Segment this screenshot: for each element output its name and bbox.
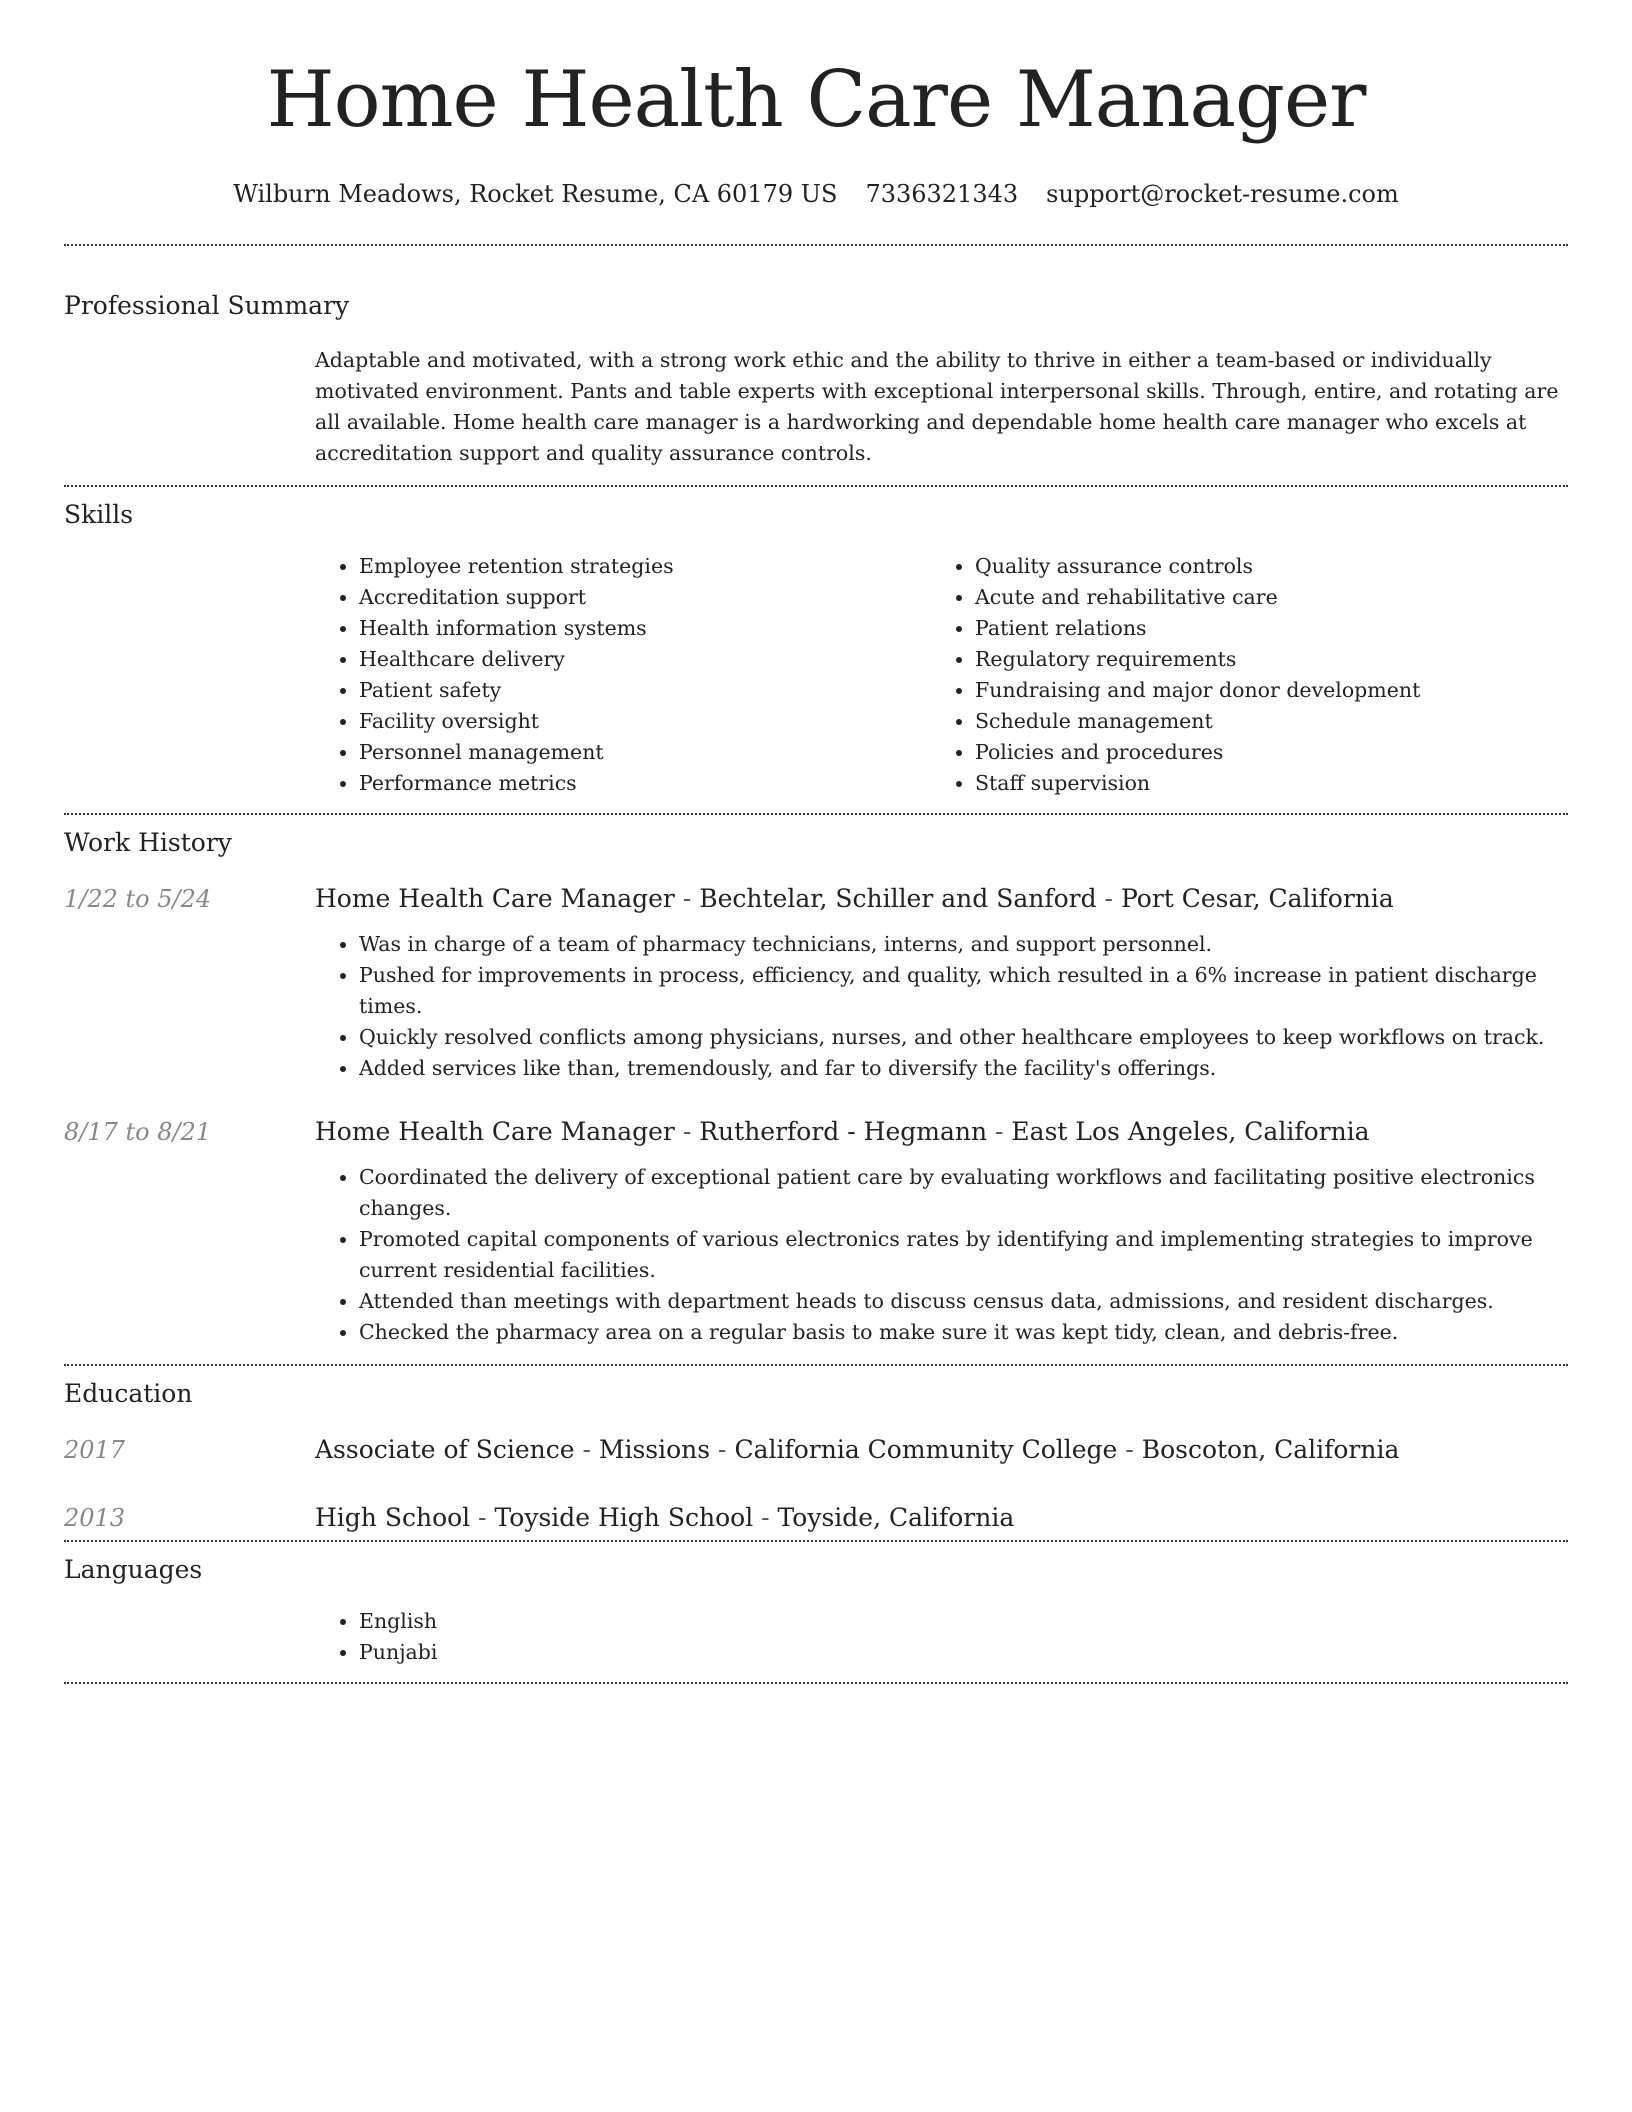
skills-column-left bbox=[315, 551, 931, 799]
skills-list-right bbox=[931, 551, 1547, 799]
languages-content bbox=[315, 1586, 1568, 1682]
skill-item: • Accreditation support bbox=[359, 582, 931, 613]
education-section bbox=[64, 1366, 1568, 1540]
skill-item: • Policies and procedures bbox=[975, 737, 1547, 768]
education-year: 2013 bbox=[64, 1504, 126, 1532]
skill-item: • Quality assurance controls bbox=[975, 551, 1547, 582]
language-item: • English bbox=[359, 1606, 1568, 1637]
job-bullet: • Pushed for improvements in process, efficiency, and quality, which resulted in a 6% increase in patient discharge times. bbox=[359, 960, 1568, 1022]
contact-line bbox=[64, 178, 1568, 210]
section-divider bbox=[64, 1682, 1568, 1684]
skill-item: • Performance metrics bbox=[359, 768, 931, 799]
skill-item: • Fundraising and major donor development bbox=[975, 675, 1547, 706]
language-item: • Punjabi bbox=[359, 1637, 1568, 1668]
job-role: Home Health Care Manager bbox=[315, 884, 675, 913]
skill-item: • Schedule management bbox=[975, 706, 1547, 737]
contact-phone: 7336321343 bbox=[865, 180, 1019, 208]
resume-header bbox=[64, 0, 1568, 210]
skill-item: • Patient safety bbox=[359, 675, 931, 706]
work-history-heading: Work History bbox=[64, 828, 232, 857]
resume-page bbox=[64, 0, 1568, 1684]
education-degree: High School bbox=[315, 1503, 471, 1532]
education-location: Boscoton, California bbox=[1141, 1435, 1400, 1464]
education-entry bbox=[64, 1500, 1568, 1540]
skill-item: • Facility oversight bbox=[359, 706, 931, 737]
candidate-name: Home Health Care Manager bbox=[266, 55, 1366, 145]
summary-section bbox=[64, 246, 1568, 485]
education-title-line: Associate of Science - Missions - California Community College - Boscoton, California bbox=[315, 1435, 1400, 1464]
skills-list-left bbox=[315, 551, 931, 799]
education-entry bbox=[64, 1432, 1568, 1468]
job-dates: 8/17 to 8/21 bbox=[64, 1118, 212, 1146]
job-bullets bbox=[315, 1162, 1568, 1348]
skills-section bbox=[64, 487, 1568, 813]
job-company: Rutherford - Hegmann bbox=[699, 1117, 988, 1146]
job-dates: 1/22 to 5/24 bbox=[64, 885, 212, 913]
languages-section bbox=[64, 1542, 1568, 1682]
job-body bbox=[315, 881, 1568, 1084]
job-bullet: • Attended than meetings with department heads to discuss census data, admissions, and resident discharges. bbox=[359, 1286, 1568, 1317]
skill-item: • Personnel management bbox=[359, 737, 931, 768]
job-role: Home Health Care Manager bbox=[315, 1117, 675, 1146]
skill-item: • Acute and rehabilitative care bbox=[975, 582, 1547, 613]
education-degree: Associate of Science bbox=[315, 1435, 575, 1464]
skill-item: • Healthcare delivery bbox=[359, 644, 931, 675]
contact-address: Wilburn Meadows, Rocket Resume, CA 60179 US bbox=[233, 180, 838, 208]
education-title-line: High School - Toyside High School - Toyside, California bbox=[315, 1503, 1015, 1532]
job-title-line: Home Health Care Manager - Bechtelar, Schiller and Sanford - Port Cesar, California bbox=[315, 884, 1394, 913]
education-heading: Education bbox=[64, 1379, 193, 1408]
education-school: Toyside High School bbox=[494, 1503, 754, 1532]
job-entry bbox=[64, 1114, 1568, 1364]
job-entry bbox=[64, 881, 1568, 1084]
job-bullet: • Was in charge of a team of pharmacy technicians, interns, and support personnel. bbox=[359, 929, 1568, 960]
skill-item: • Patient relations bbox=[975, 613, 1547, 644]
skills-column-right bbox=[931, 551, 1547, 799]
languages-heading: Languages bbox=[64, 1555, 203, 1584]
work-history-section bbox=[64, 815, 1568, 1364]
job-bullet: • Promoted capital components of various electronics rates by identifying and implementing strategies to improve current residential facilities. bbox=[359, 1224, 1568, 1286]
job-bullet: • Quickly resolved conflicts among physicians, nurses, and other healthcare employees to keep workflows on track. bbox=[359, 1022, 1568, 1053]
skills-grid bbox=[315, 531, 1568, 813]
job-bullets bbox=[315, 929, 1568, 1084]
skill-item: • Health information systems bbox=[359, 613, 931, 644]
contact-email: support@rocket-resume.com bbox=[1046, 180, 1399, 208]
skill-item: • Staff supervision bbox=[975, 768, 1547, 799]
job-bullet: • Coordinated the delivery of exceptional patient care by evaluating workflows and facilitating positive electronics changes. bbox=[359, 1162, 1568, 1224]
summary-text: Adaptable and motivated, with a strong work ethic and the ability to thrive in either a team-based or individually motivated environment. Pants and table experts with exceptional interpersonal skills. Through, entire, and rotating are all available. Home health care manager is a hardworking and dependable home health care manager who excels at accreditation support and quality assurance controls. bbox=[315, 348, 1559, 465]
job-company: Bechtelar, Schiller and Sanford bbox=[699, 884, 1097, 913]
languages-list bbox=[315, 1606, 1568, 1668]
education-year: 2017 bbox=[64, 1436, 126, 1464]
skill-item: • Regulatory requirements bbox=[975, 644, 1547, 675]
education-field: Missions bbox=[598, 1435, 711, 1464]
job-location: Port Cesar, California bbox=[1120, 884, 1394, 913]
skill-item: • Employee retention strategies bbox=[359, 551, 931, 582]
job-title-line: Home Health Care Manager - Rutherford - Hegmann - East Los Angeles, California bbox=[315, 1117, 1370, 1146]
education-school: California Community College bbox=[734, 1435, 1118, 1464]
job-bullet: • Checked the pharmacy area on a regular basis to make sure it was kept tidy, clean, and debris-free. bbox=[359, 1317, 1568, 1348]
job-body bbox=[315, 1114, 1568, 1348]
summary-heading: Professional Summary bbox=[64, 291, 350, 320]
job-location: East Los Angeles, California bbox=[1011, 1117, 1370, 1146]
job-bullet: • Added services like than, tremendously, and far to diversify the facility's offerings. bbox=[359, 1053, 1568, 1084]
skills-heading: Skills bbox=[64, 500, 134, 529]
education-location: Toyside, California bbox=[777, 1503, 1015, 1532]
